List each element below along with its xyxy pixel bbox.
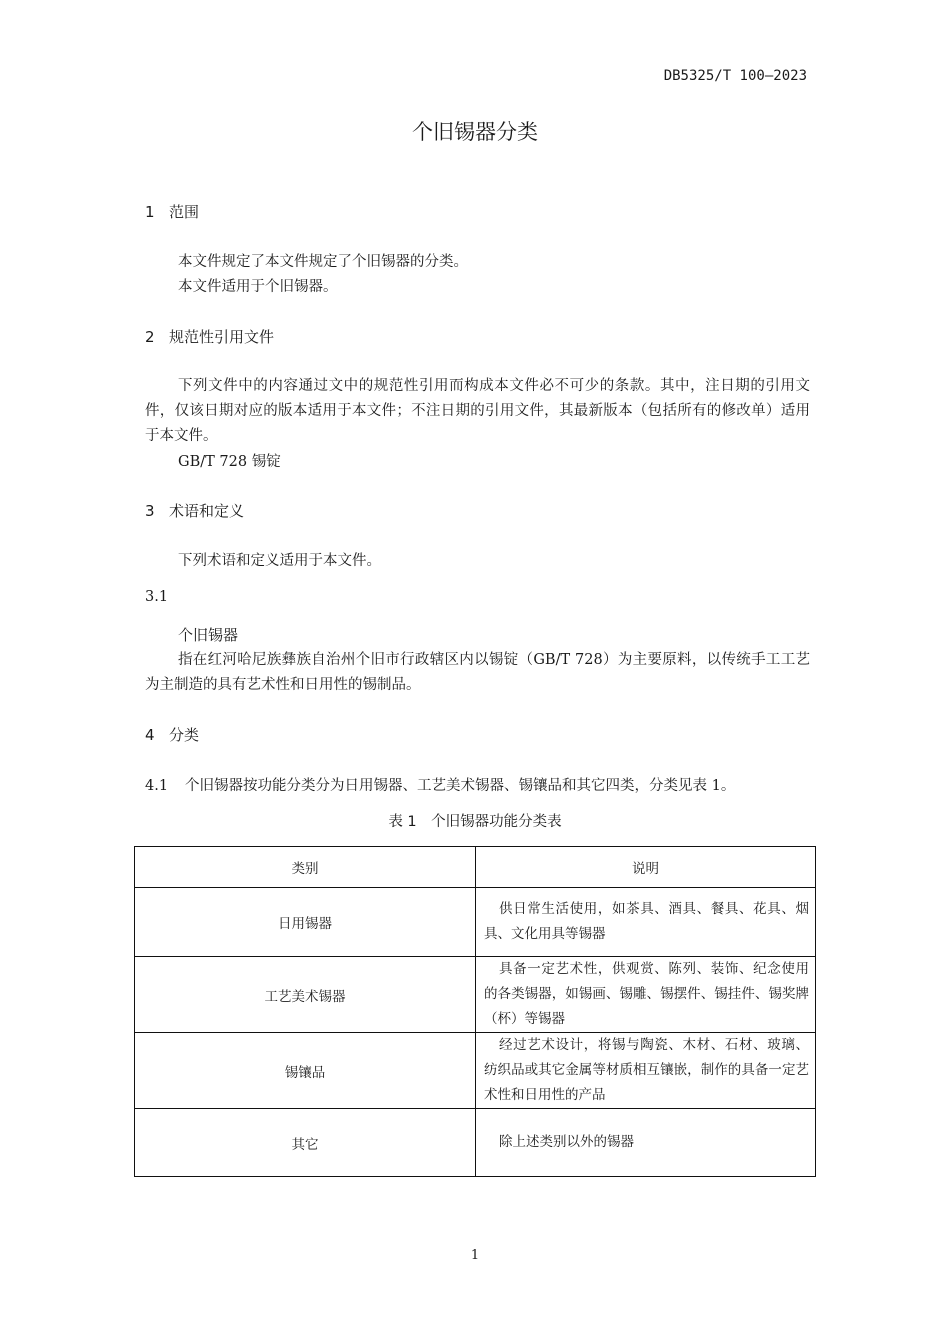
section-title: 范围 <box>169 203 200 221</box>
description-cell: 经过艺术设计，将锡与陶瓷、木材、石材、玻璃、纺织品或其它金属等材质相互镶嵌，制作的具备一定艺术性和日用性的产品 <box>476 1033 816 1109</box>
table-caption: 表 1 个旧锡器功能分类表 <box>388 814 562 830</box>
document-title: 个旧锡器分类 <box>412 120 538 144</box>
section-number: 2 <box>145 328 155 346</box>
paragraph: 本文件规定了本文件规定了个旧锡器的分类。 <box>178 254 468 270</box>
paragraph: 下列文件中的内容通过文中的规范性引用而构成本文件必不可少的条款。其中，注日期的引用文件，仅该日期对应的版本适用于本文件；不注日期的引用文件，其最新版本（包括所有的修改单）适用于本文件。 <box>145 378 810 444</box>
category-cell: 日用锡器 <box>135 888 476 957</box>
section-number: 3 <box>145 502 155 520</box>
column-header-category: 类别 <box>135 847 476 888</box>
section-title: 规范性引用文件 <box>169 328 275 346</box>
classification-table <box>134 846 816 1177</box>
section-title: 术语和定义 <box>169 502 245 520</box>
table-row <box>135 957 816 1033</box>
clause-4-1 <box>145 774 735 795</box>
section-3-heading <box>145 500 244 521</box>
description-cell: 具备一定艺术性，供观赏、陈列、装饰、纪念使用的各类锡器，如锡画、锡雕、锡摆件、锡挂件、锡奖牌（杯）等锡器 <box>476 957 816 1033</box>
table-row <box>135 1033 816 1109</box>
document-number: DB5325/T 100—2023 <box>663 68 807 84</box>
clause-number: 4.1 <box>145 778 169 794</box>
term-name: 个旧锡器 <box>178 626 239 644</box>
normative-reference: GB/T 728 锡锭 <box>178 454 281 470</box>
section-title: 分类 <box>169 726 200 744</box>
section-number: 1 <box>145 203 155 221</box>
page-number: 1 <box>470 1248 480 1263</box>
description-cell: 除上述类别以外的锡器 <box>476 1109 816 1177</box>
section-4-heading <box>145 724 199 745</box>
section-number: 4 <box>145 726 155 744</box>
clause-text: 个旧锡器按功能分类分为日用锡器、工艺美术锡器、锡镶品和其它四类，分类见表 1。 <box>185 778 736 794</box>
paragraph: 下列术语和定义适用于本文件。 <box>178 553 381 569</box>
section-2-heading <box>145 326 274 347</box>
description-cell: 供日常生活使用，如茶具、酒具、餐具、花具、烟具、文化用具等锡器 <box>476 888 816 957</box>
category-cell: 其它 <box>135 1109 476 1177</box>
subclause-number: 3.1 <box>145 589 169 605</box>
table-header-row <box>135 847 816 888</box>
category-cell: 锡镶品 <box>135 1033 476 1109</box>
section-1-heading <box>145 201 199 222</box>
table-row <box>135 888 816 957</box>
table-row <box>135 1109 816 1177</box>
column-header-description: 说明 <box>476 847 816 888</box>
term-definition: 指在红河哈尼族彝族自治州个旧市行政辖区内以锡锭（GB/T 728）为主要原料，以传统手工工艺为主制造的具有艺术性和日用性的锡制品。 <box>145 652 810 693</box>
paragraph: 本文件适用于个旧锡器。 <box>178 279 338 295</box>
category-cell: 工艺美术锡器 <box>135 957 476 1033</box>
